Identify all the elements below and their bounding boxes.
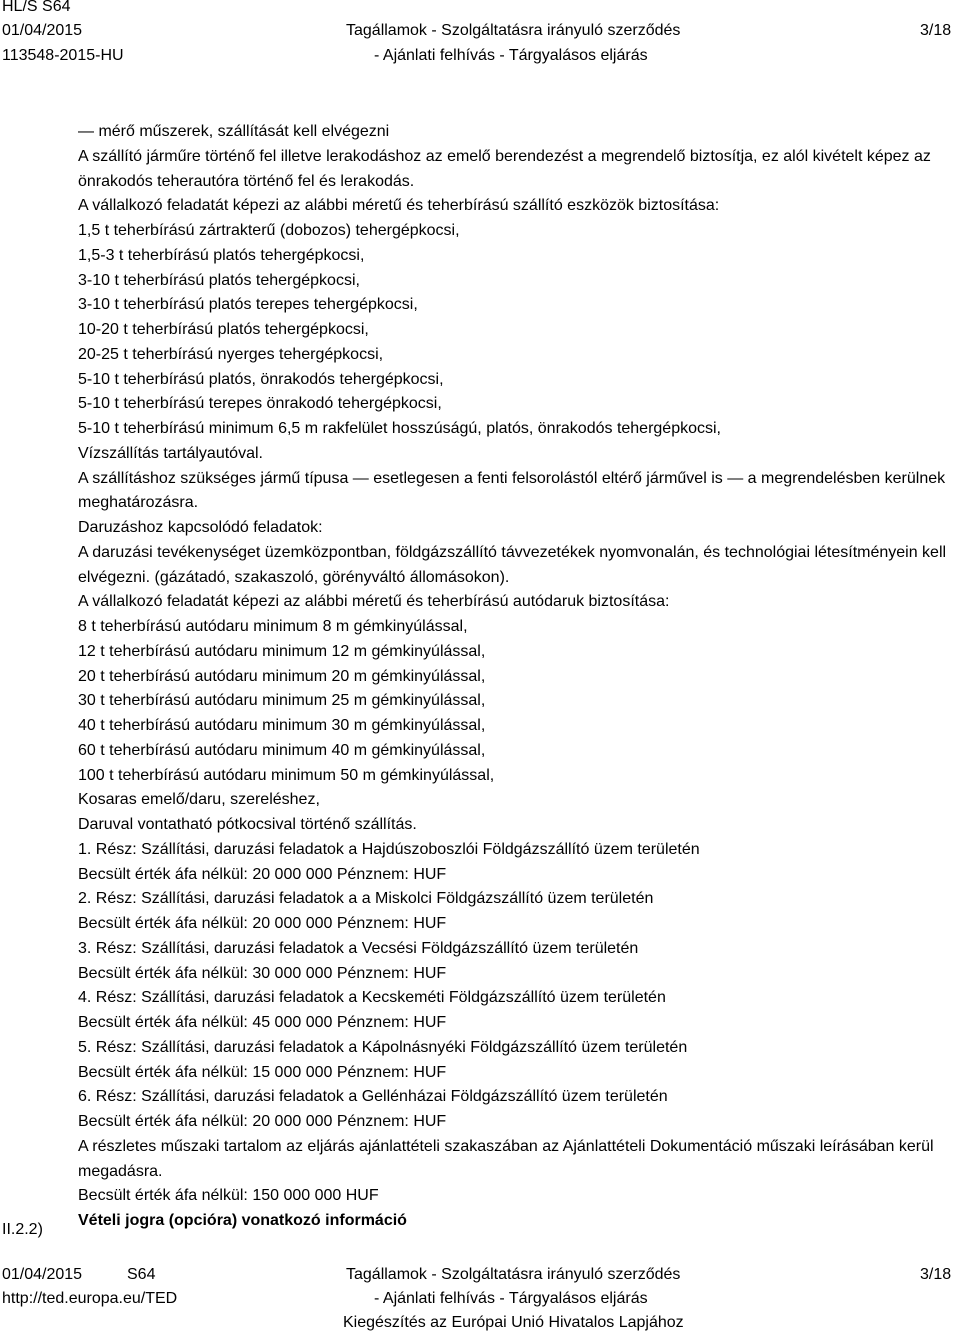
body-line: 6. Rész: Szállítási, daruzási feladatok a Gellénházai Földgázszállító üzem területén bbox=[78, 1088, 668, 1106]
section-number: II.2.2) bbox=[2, 1221, 43, 1238]
footer-url[interactable]: http://ted.europa.eu/TED bbox=[2, 1290, 178, 1307]
body-line: 8 t teherbírású autódaru minimum 8 m gémkinyúlással, bbox=[78, 618, 468, 635]
body-line: 10-20 t teherbírású platós tehergépkocsi, bbox=[78, 321, 369, 338]
section-title: Vételi jogra (opcióra) vonatkozó információ bbox=[78, 1212, 407, 1229]
body-line: Daruval vontatható pótkocsival történő szállítás. bbox=[78, 816, 417, 833]
body-line: Becsült érték áfa nélkül: 20 000 000 Pénznem: HUF bbox=[78, 865, 447, 883]
body-line: A vállalkozó feladatát képezi az alábbi méretű és teherbírású autódaruk biztosítása: bbox=[78, 593, 670, 611]
footer-title-line3: Kiegészítés az Európai Unió Hivatalos Lapjához bbox=[343, 1314, 684, 1331]
body-line: 20 t teherbírású autódaru minimum 20 m gémkinyúlással, bbox=[78, 667, 486, 685]
body-line: A vállalkozó feladatát képezi az alábbi méretű és teherbírású szállító eszközök biztosítása: bbox=[78, 197, 720, 215]
body-line: 1,5 t teherbírású zártrakterű (dobozos) tehergépkocsi, bbox=[78, 222, 460, 239]
body-line: Becsült érték áfa nélkül: 45 000 000 Pénznem: HUF bbox=[78, 1014, 447, 1031]
body-line: Becsült érték áfa nélkül: 20 000 000 Pénznem: HUF bbox=[78, 915, 447, 932]
header-date: 01/04/2015 bbox=[2, 22, 83, 39]
body-line: 5-10 t teherbírású terepes önrakodó tehergépkocsi, bbox=[78, 395, 442, 413]
body-line: — mérő műszerek, szállítását kell elvégezni bbox=[78, 123, 390, 140]
body-line: 30 t teherbírású autódaru minimum 25 m gémkinyúlással, bbox=[78, 692, 486, 710]
body-line: 3-10 t teherbírású platós tehergépkocsi, bbox=[78, 271, 360, 289]
header-page-number: 3/18 bbox=[920, 22, 952, 39]
body-line: 12 t teherbírású autódaru minimum 12 m gémkinyúlással, bbox=[78, 642, 486, 660]
body-line: 60 t teherbírású autódaru minimum 40 m gémkinyúlással, bbox=[78, 741, 486, 759]
body-line: 3-10 t teherbírású platós terepes tehergépkocsi, bbox=[78, 296, 418, 314]
footer-page-number: 3/18 bbox=[920, 1266, 952, 1283]
footer-title-line1: Tagállamok - Szolgáltatásra irányuló szerződés bbox=[346, 1266, 681, 1283]
footer-series: S64 bbox=[127, 1266, 156, 1283]
body-line: A daruzási tevékenységet üzemközpontban, földgázszállító távvezetékek nyomvonalán, és technológiai létesítményein kell elvégezni. (gázátadó, szakaszoló, görényváltó állomásokon). bbox=[78, 543, 947, 586]
footer-date: 01/04/2015 bbox=[2, 1266, 83, 1283]
body-line: 1. Rész: Szállítási, daruzási feladatok a Hajdúszoboszlói Földgázszállító üzem területén bbox=[78, 840, 700, 858]
body-line: 2. Rész: Szállítási, daruzási feladatok a a Miskolci Földgázszállító üzem területén bbox=[78, 890, 654, 908]
body-line: 3. Rész: Szállítási, daruzási feladatok a Vecsési Földgázszállító üzem területén bbox=[78, 939, 639, 957]
body-line: Daruzáshoz kapcsolódó feladatok: bbox=[78, 519, 323, 536]
footer-title-line2: - Ajánlati felhívás - Tárgyalásos eljárás bbox=[374, 1290, 648, 1307]
body-line: A szállító járműre történő fel illetve lerakodáshoz az emelő berendezést a megrendelő biztosítja, ez alól kivételt képez az önrakodós teherautóra történő fel és lerakodás. bbox=[78, 147, 931, 190]
body-line: Becsült érték áfa nélkül: 150 000 000 HUF bbox=[78, 1187, 379, 1205]
body-line: Becsült érték áfa nélkül: 30 000 000 Pénznem: HUF bbox=[78, 964, 447, 982]
body-line: Becsült érték áfa nélkül: 15 000 000 Pénznem: HUF bbox=[78, 1063, 447, 1081]
body-line: 1,5-3 t teherbírású platós tehergépkocsi, bbox=[78, 246, 365, 264]
header-title-line1: Tagállamok - Szolgáltatásra irányuló szerződés bbox=[346, 22, 681, 39]
header-title-line2: - Ajánlati felhívás - Tárgyalásos eljárás bbox=[374, 47, 648, 64]
body-line: 40 t teherbírású autódaru minimum 30 m gémkinyúlással, bbox=[78, 717, 486, 734]
body-line: A részletes műszaki tartalom az eljárás ajánlattételi szakaszában az Ajánlattételi Dokumentáció műszaki leírásában kerül megadásra. bbox=[78, 1137, 934, 1180]
body-line: 20-25 t teherbírású nyerges tehergépkocsi, bbox=[78, 345, 384, 363]
body-line: Kosaras emelő/daru, szereléshez, bbox=[78, 791, 320, 809]
document-body bbox=[78, 120, 960, 1234]
body-line: 100 t teherbírású autódaru minimum 50 m gémkinyúlással, bbox=[78, 766, 495, 784]
body-line: Vízszállítás tartályautóval. bbox=[78, 444, 263, 462]
body-line: A szállításhoz szükséges jármű típusa — esetlegesen a fenti felsorolástól eltérő járművel is — a megrendelésben kerülnek meghatározásra. bbox=[78, 469, 946, 512]
header-notice-id: 113548-2015-HU bbox=[2, 47, 124, 64]
body-line: 4. Rész: Szállítási, daruzási feladatok a Kecskeméti Földgázszállító üzem területén bbox=[78, 989, 666, 1007]
body-line: 5-10 t teherbírású minimum 6,5 m rakfelület hosszúságú, platós, önrakodós tehergépkocsi, bbox=[78, 420, 721, 437]
body-line: Becsült érték áfa nélkül: 20 000 000 Pénznem: HUF bbox=[78, 1113, 447, 1130]
body-line: 5. Rész: Szállítási, daruzási feladatok a Kápolnásnyéki Földgázszállító üzem területén bbox=[78, 1038, 688, 1056]
header-series: HL/S S64 bbox=[2, 0, 71, 15]
body-line: 5-10 t teherbírású platós, önrakodós tehergépkocsi, bbox=[78, 370, 444, 388]
